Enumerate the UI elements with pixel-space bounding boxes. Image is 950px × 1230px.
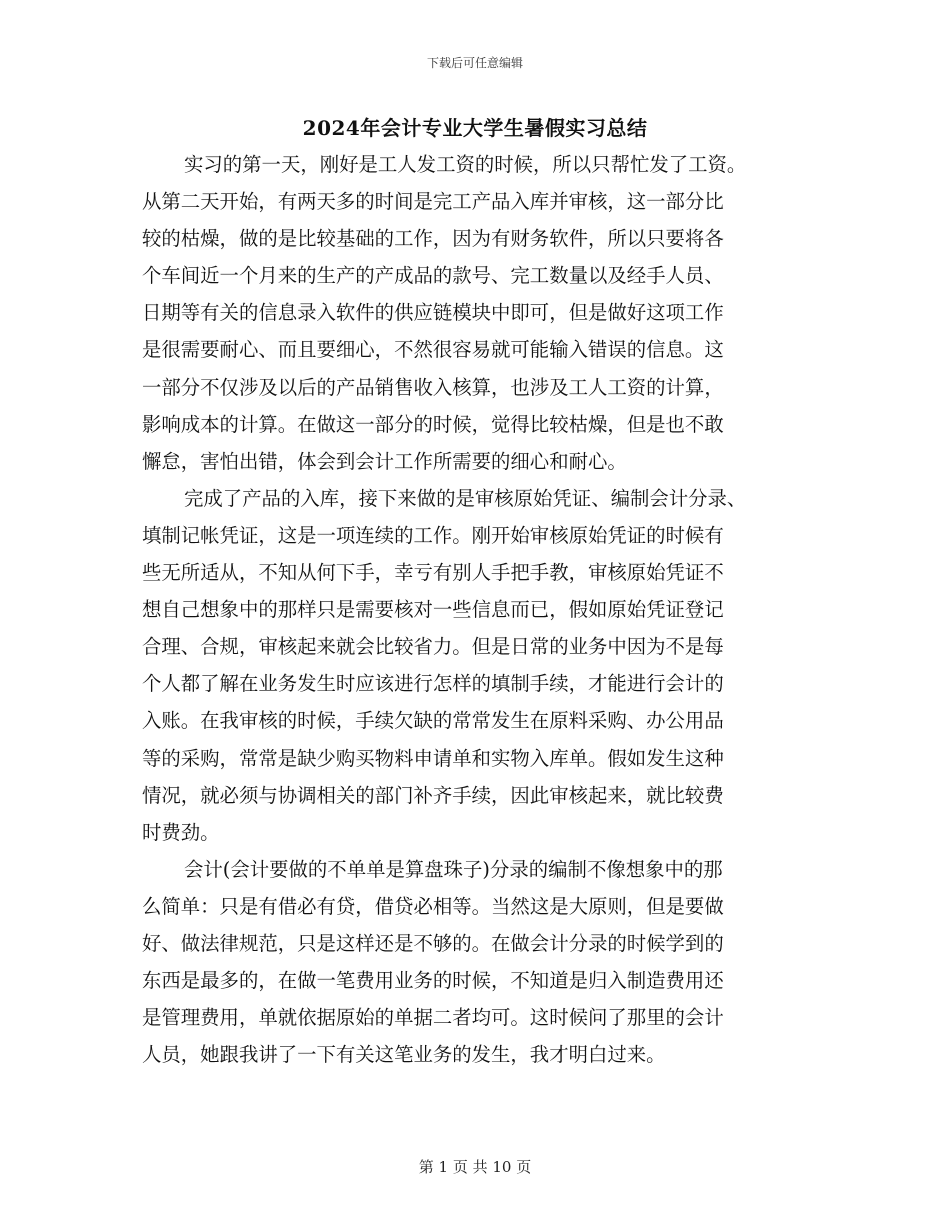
text-line: 实习的第一天，刚好是工人发工资的时候，所以只帮忙发了工资。 xyxy=(184,153,747,176)
text-line: 从第二天开始，有两天多的时间是完工产品入库并审核，这一部分比 xyxy=(142,190,724,214)
text-line: 懈怠，害怕出错，体会到会计工作所需要的细心和耐心。 xyxy=(142,449,627,473)
paragraph xyxy=(142,146,814,480)
text-line: 合理、合规，审核起来就会比较省力。但是日常的业务中因为不是每 xyxy=(142,635,724,659)
text-line: 等的采购，常常是缺少购买物料申请单和实物入库单。假如发生这种 xyxy=(142,746,724,770)
text-line: 东西是最多的，在做一笔费用业务的时候，不知道是归入制造费用还 xyxy=(142,969,724,993)
document-body xyxy=(142,146,814,1073)
text-line: 时费劲。 xyxy=(142,820,220,844)
paragraph xyxy=(142,851,814,1074)
text-line: 个车间近一个月来的生产的产成品的款号、完工数量以及经手人员、 xyxy=(142,264,724,288)
text-line: 些无所适从，不知从何下手，幸亏有别人手把手教，审核原始凭证不 xyxy=(142,561,724,585)
text-line: 想自己想象中的那样只是需要核对一些信息而已，假如原始凭证登记 xyxy=(142,598,724,622)
text-line: 较的枯燥，做的是比较基础的工作，因为有财务软件，所以只要将各 xyxy=(142,227,724,251)
header-note: 下载后可任意编辑 xyxy=(426,56,523,70)
text-line: 是管理费用，单就依据原始的单据二者均可。这时候问了那里的会计 xyxy=(142,1006,724,1030)
text-line: 一部分不仅涉及以后的产品销售收入核算，也涉及工人工资的计算， xyxy=(142,375,724,399)
text-line: 影响成本的计算。在做这一部分的时候，觉得比较枯燥，但是也不敢 xyxy=(142,412,724,436)
page-footer: 第 1 页 共 10 页 xyxy=(418,1158,532,1176)
text-line: 个人都了解在业务发生时应该进行怎样的填制手续，才能进行会计的 xyxy=(142,672,724,696)
text-line: 是很需要耐心、而且要细心，不然很容易就可能输入错误的信息。这 xyxy=(142,338,724,362)
text-line: 填制记帐凭证，这是一项连续的工作。刚开始审核原始凭证的时候有 xyxy=(142,523,724,547)
text-line: 入账。在我审核的时候，手续欠缺的常常发生在原料采购、办公用品 xyxy=(142,709,724,733)
text-line: 么简单：只是有借必有贷，借贷必相等。当然这是大原则，但是要做 xyxy=(142,894,724,918)
text-line: 日期等有关的信息录入软件的供应链模块中即可，但是做好这项工作 xyxy=(142,301,724,325)
text-line: 完成了产品的入库，接下来做的是审核原始凭证、编制会计分录、 xyxy=(184,486,747,510)
text-line: 会计(会计要做的不单单是算盘珠子)分录的编制不像想象中的那 xyxy=(184,857,723,881)
text-line: 好、做法律规范，只是这样还是不够的。在做会计分录的时候学到的 xyxy=(142,931,724,955)
text-line: 情况，就必须与协调相关的部门补齐手续，因此审核起来，就比较费 xyxy=(142,783,724,807)
paragraph xyxy=(142,480,814,851)
text-line: 人员，她跟我讲了一下有关这笔业务的发生，我才明白过来。 xyxy=(142,1043,666,1067)
document-title: 2024年会计专业大学生暑假实习总结 xyxy=(302,116,648,140)
